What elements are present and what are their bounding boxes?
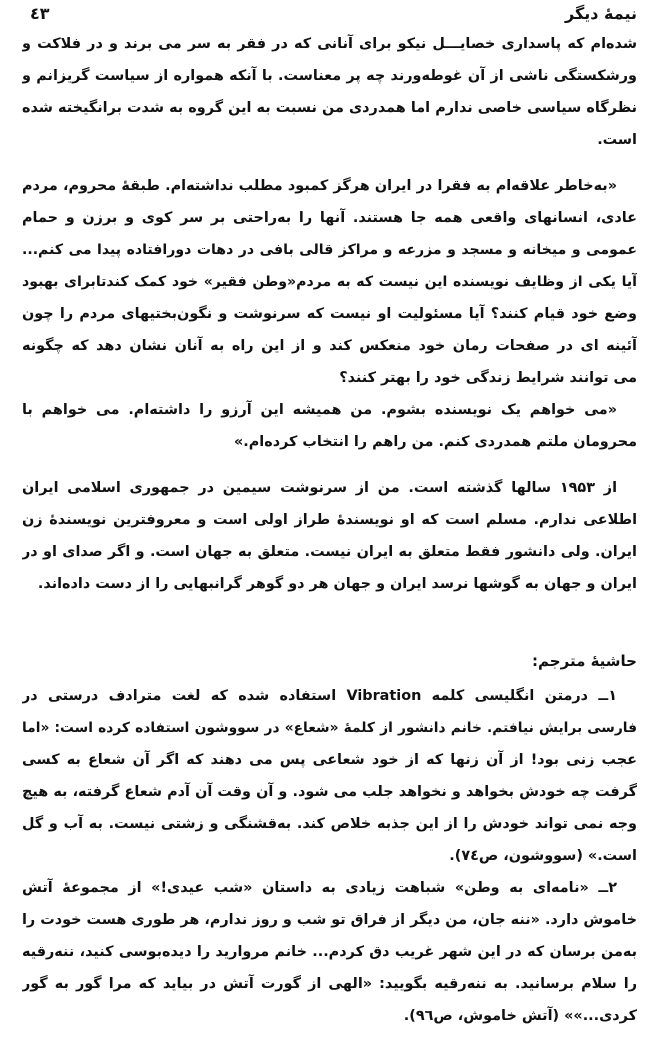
body-line: شده‌ام که پاسداری خصایـــل نیکو برای آنانی که در فقر به سر می برند و در فلاکت و [22, 36, 637, 52]
footnote-line: خاموش دارد. «ننه جان، من دیگر از فراق تو شب و روز ندارم، هر طوری هست خودت را [22, 912, 637, 928]
body-line: می توانند شرایط زندگی خود را بهتر کنند؟ [339, 370, 637, 386]
body-line: است. [597, 132, 637, 148]
running-header-title: نیمهٔ دیگر [564, 4, 637, 23]
body-line: عمومی و میخانه و مسجد و مزرعه و مراکز قالی بافی در دهات دورافتاده پیدا می کنم... [22, 242, 637, 258]
body-line: نظرگاه سیاسی خاصی ندارم اما همدردی من نسبت به این گروه به شدت برانگیخته شده [22, 100, 637, 116]
footnotes-heading: حاشیهٔ مترجم: [532, 652, 637, 670]
footnote-line: کردی...»» (آتش خاموش، ص٩٦). [403, 1008, 637, 1024]
footnote-line: به‌من برسان که در این شهر غریب دق کردم... خانم مروارید را دیده‌بوسی کنید، ننه‌رقیه [22, 944, 637, 960]
footnote-line: فارسی برایش نیافتم. خانم دانشور از کلمهٔ «شعاع» در سووشون استفاده کرده است: «اما [22, 720, 637, 736]
body-line: محرومان ملتم همدردی کنم. من راهم را انتخاب کرده‌ام.» [233, 434, 637, 450]
body-line: وضع خود قیام کنند؟ آیا مسئولیت او نیست که سرنوشت و نگون‌بختیهای مردم را چون [22, 306, 637, 322]
footnote-line: است.» (سووشون، ص٧٤). [449, 848, 637, 864]
footnote-line: عجب زنی بود! از آن زنها که از خود شعاعی پس می دهند که اگر آن شعاع به کسی [22, 752, 637, 768]
body-line: آیا یکی از وظایف نویسنده این نیست که به مردم«وطن فقیر» خود کمک کند‌تا‌برای بهبود [22, 274, 637, 290]
body-line: از ۱۹۵۳ سالها گذشته است. من از سرنوشت سیمین در جمهوری اسلامی ایران [22, 480, 617, 496]
footnote-line: ۱ــ درمتن انگلیسی کلمه Vibration استفاده شده که لغت مترادف درستی در [22, 688, 617, 704]
body-line: ورشکستگی ناشی از آن غوطه‌ورند چه پر معناست. با آنکه همواره از سیاست گریزانم و [22, 68, 637, 84]
body-line: آئینه ای در صفحات رمان خود منعکس کند و از این راه به آنان نشان دهد که چگونه [22, 338, 637, 354]
body-line: ایران. ولی دانشور فقط متعلق به ایران نیست. متعلق به جهان است. و اگر صدای او در [22, 544, 637, 560]
body-line: «می خواهم یک نویسنده بشوم. من همیشه این آرزو را داشته‌ام. می خواهم با [22, 402, 617, 418]
footnote-line: را سلام برسانید. به ننه‌رقیه بگویید: «الهی از گورت آتش در بیاید که مرا گور به گور [22, 976, 637, 992]
body-line: عادی، انسانهای واقعی همه جا هستند. آنها را به‌راحتی بر سر کوی و برزن و حمام [22, 210, 637, 226]
footnote-line: وجه نمی تواند خودش را از این جذبه خلاص کند. به‌قشنگی و زشتی نیست. به آب و گل [22, 816, 637, 832]
body-line: «به‌خاطر علاقه‌ام به فقرا در ایران هرگز کمبود مطلب نداشته‌ام. طبقهٔ محروم، مردم [22, 178, 617, 194]
page-number: ٤٣ [30, 4, 50, 23]
footnote-line: گرفت چه خودش بخواهد و نخواهد جلب می شود. و آن وقت آن آدم شعاع گرفته، به هیچ [22, 784, 637, 800]
body-line: ایران و جهان به گوشها نرسد ایران و جهان هر دو گوهر گرانبهایی را از دست داده‌اند. [37, 576, 637, 592]
body-line: اطلاعی ندارم. مسلم است که او نویسندهٔ طراز اولی است و معروفترین نویسندهٔ زن [22, 512, 637, 528]
footnote-line: ۲ــ «نامه‌ای به وطن» شباهت زیادی به داستان «شب عیدی!» از مجموعهٔ آتش [22, 880, 617, 896]
